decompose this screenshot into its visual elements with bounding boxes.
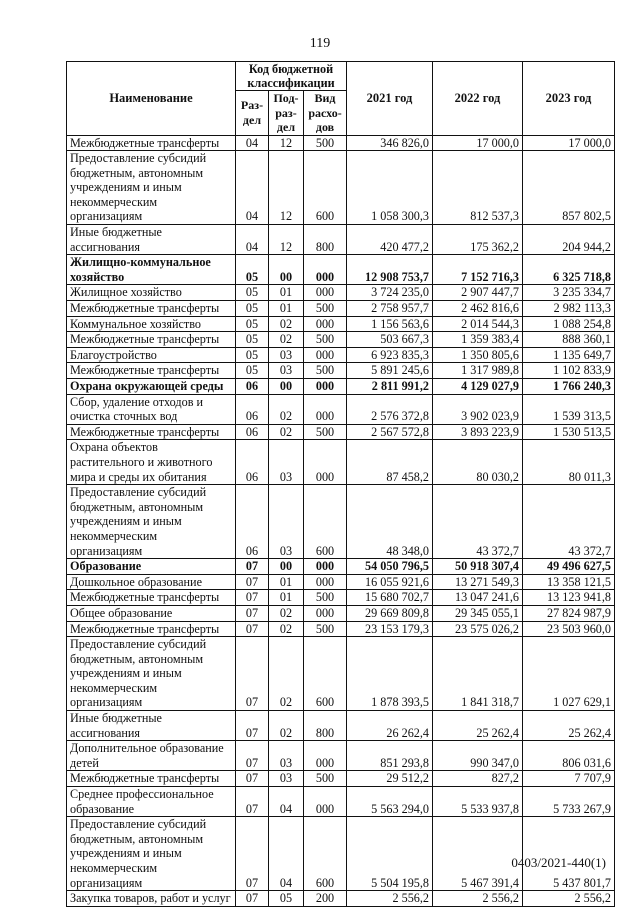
cell-2021: 29 669 809,8	[347, 605, 433, 621]
cell-name: Предоставление субсидий бюджетным, автономным учреждениям и иным некоммерческим организациям	[67, 151, 236, 225]
cell-2021: 48 348,0	[347, 485, 433, 559]
cell-2021: 2 576 372,8	[347, 394, 433, 424]
cell-razdel: 07	[236, 574, 269, 590]
cell-2021: 2 567 572,8	[347, 424, 433, 440]
table-row	[67, 332, 615, 348]
table-row	[67, 285, 615, 301]
cell-podrazdel: 02	[269, 394, 304, 424]
table-row	[67, 711, 615, 741]
table-row	[67, 379, 615, 395]
cell-2021: 15 680 702,7	[347, 590, 433, 606]
cell-name: Межбюджетные трансферты	[67, 135, 236, 151]
cell-2023: 2 556,2	[523, 891, 615, 907]
cell-2022: 13 271 549,3	[433, 574, 523, 590]
cell-razdel: 07	[236, 590, 269, 606]
cell-podrazdel: 01	[269, 301, 304, 317]
table-row	[67, 316, 615, 332]
cell-2022: 17 000,0	[433, 135, 523, 151]
cell-vid: 000	[304, 605, 347, 621]
cell-2022: 1 841 318,7	[433, 637, 523, 711]
header-2021: 2021 год	[347, 62, 433, 136]
header-razdel: Раз-дел	[236, 91, 269, 136]
cell-name: Сбор, удаление отходов и очистка сточных вод	[67, 394, 236, 424]
cell-2022: 50 918 307,4	[433, 559, 523, 575]
cell-2021: 26 262,4	[347, 711, 433, 741]
cell-vid: 000	[304, 255, 347, 285]
cell-podrazdel: 00	[269, 379, 304, 395]
cell-name: Коммунальное хозяйство	[67, 316, 236, 332]
cell-2023: 27 824 987,9	[523, 605, 615, 621]
cell-2022: 43 372,7	[433, 485, 523, 559]
table-row	[67, 347, 615, 363]
cell-2023: 1 539 313,5	[523, 394, 615, 424]
cell-podrazdel: 03	[269, 440, 304, 485]
cell-2023: 204 944,2	[523, 225, 615, 255]
cell-podrazdel: 01	[269, 285, 304, 301]
cell-2021: 16 055 921,6	[347, 574, 433, 590]
cell-vid: 800	[304, 225, 347, 255]
cell-name: Благоустройство	[67, 347, 236, 363]
budget-table	[66, 61, 615, 907]
cell-name: Среднее профессиональное образование	[67, 787, 236, 817]
cell-name: Охрана окружающей среды	[67, 379, 236, 395]
table-row	[67, 440, 615, 485]
cell-2023: 7 707,9	[523, 771, 615, 787]
cell-2023: 25 262,4	[523, 711, 615, 741]
table-row	[67, 741, 615, 771]
cell-2021: 1 156 563,6	[347, 316, 433, 332]
table-row	[67, 301, 615, 317]
table-row	[67, 151, 615, 225]
cell-2023: 49 496 627,5	[523, 559, 615, 575]
cell-2023: 17 000,0	[523, 135, 615, 151]
header-2023: 2023 год	[523, 62, 615, 136]
cell-2022: 2 556,2	[433, 891, 523, 907]
cell-razdel: 05	[236, 255, 269, 285]
cell-name: Дошкольное образование	[67, 574, 236, 590]
cell-2021: 5 891 245,6	[347, 363, 433, 379]
cell-vid: 600	[304, 817, 347, 891]
table-row	[67, 255, 615, 285]
cell-2021: 2 556,2	[347, 891, 433, 907]
cell-2022: 4 129 027,9	[433, 379, 523, 395]
cell-2022: 7 152 716,3	[433, 255, 523, 285]
cell-2022: 80 030,2	[433, 440, 523, 485]
cell-vid: 600	[304, 151, 347, 225]
document-code: 0403/2021-440(1)	[511, 855, 606, 870]
cell-razdel: 04	[236, 135, 269, 151]
cell-2021: 1 878 393,5	[347, 637, 433, 711]
cell-2023: 5 733 267,9	[523, 787, 615, 817]
cell-razdel: 07	[236, 787, 269, 817]
cell-name: Общее образование	[67, 605, 236, 621]
cell-name: Межбюджетные трансферты	[67, 301, 236, 317]
cell-2023: 3 235 334,7	[523, 285, 615, 301]
cell-name: Предоставление субсидий бюджетным, автономным учреждениям и иным некоммерческим организациям	[67, 637, 236, 711]
cell-podrazdel: 02	[269, 332, 304, 348]
cell-2023: 43 372,7	[523, 485, 615, 559]
table-row	[67, 771, 615, 787]
cell-2023: 13 358 121,5	[523, 574, 615, 590]
header-row-top	[67, 62, 615, 91]
cell-2021: 3 724 235,0	[347, 285, 433, 301]
cell-razdel: 06	[236, 485, 269, 559]
table-row	[67, 394, 615, 424]
cell-2021: 23 153 179,3	[347, 621, 433, 637]
cell-podrazdel: 12	[269, 225, 304, 255]
cell-2022: 13 047 241,6	[433, 590, 523, 606]
cell-podrazdel: 00	[269, 559, 304, 575]
header-code-group: Код бюджетной классификации	[236, 62, 347, 91]
cell-name: Межбюджетные трансферты	[67, 590, 236, 606]
cell-podrazdel: 02	[269, 424, 304, 440]
cell-2022: 2 014 544,3	[433, 316, 523, 332]
cell-vid: 500	[304, 771, 347, 787]
cell-vid: 000	[304, 347, 347, 363]
cell-name: Межбюджетные трансферты	[67, 424, 236, 440]
cell-podrazdel: 03	[269, 363, 304, 379]
cell-podrazdel: 05	[269, 891, 304, 907]
cell-razdel: 04	[236, 225, 269, 255]
cell-2022: 25 262,4	[433, 711, 523, 741]
header-2022: 2022 год	[433, 62, 523, 136]
cell-podrazdel: 02	[269, 316, 304, 332]
cell-podrazdel: 04	[269, 817, 304, 891]
cell-podrazdel: 02	[269, 711, 304, 741]
cell-2022: 3 893 223,9	[433, 424, 523, 440]
cell-2022: 23 575 026,2	[433, 621, 523, 637]
cell-name: Образование	[67, 559, 236, 575]
cell-podrazdel: 03	[269, 347, 304, 363]
cell-razdel: 07	[236, 891, 269, 907]
cell-vid: 000	[304, 316, 347, 332]
cell-2022: 29 345 055,1	[433, 605, 523, 621]
cell-vid: 500	[304, 363, 347, 379]
cell-2022: 5 533 937,8	[433, 787, 523, 817]
cell-2021: 851 293,8	[347, 741, 433, 771]
cell-name: Иные бюджетные ассигнования	[67, 225, 236, 255]
cell-2021: 420 477,2	[347, 225, 433, 255]
cell-vid: 200	[304, 891, 347, 907]
cell-2021: 5 563 294,0	[347, 787, 433, 817]
table-row	[67, 621, 615, 637]
cell-razdel: 07	[236, 817, 269, 891]
cell-razdel: 07	[236, 621, 269, 637]
table-row	[67, 787, 615, 817]
cell-2023: 1 766 240,3	[523, 379, 615, 395]
cell-podrazdel: 01	[269, 590, 304, 606]
cell-podrazdel: 03	[269, 771, 304, 787]
cell-2023: 1 088 254,8	[523, 316, 615, 332]
table-row	[67, 590, 615, 606]
page-number: 119	[309, 36, 331, 51]
cell-2023: 857 802,5	[523, 151, 615, 225]
cell-podrazdel: 02	[269, 637, 304, 711]
cell-2021: 87 458,2	[347, 440, 433, 485]
cell-2022: 175 362,2	[433, 225, 523, 255]
cell-vid: 600	[304, 637, 347, 711]
cell-vid: 000	[304, 285, 347, 301]
cell-vid: 500	[304, 135, 347, 151]
cell-razdel: 06	[236, 394, 269, 424]
table-row	[67, 637, 615, 711]
cell-2021: 2 758 957,7	[347, 301, 433, 317]
table-row	[67, 559, 615, 575]
header-vid: Вид расхо-дов	[304, 91, 347, 136]
cell-vid: 500	[304, 621, 347, 637]
cell-razdel: 05	[236, 285, 269, 301]
cell-2022: 827,2	[433, 771, 523, 787]
cell-podrazdel: 03	[269, 741, 304, 771]
cell-podrazdel: 12	[269, 151, 304, 225]
cell-podrazdel: 01	[269, 574, 304, 590]
cell-2021: 503 667,3	[347, 332, 433, 348]
cell-vid: 000	[304, 741, 347, 771]
cell-2021: 346 826,0	[347, 135, 433, 151]
table-row	[67, 605, 615, 621]
cell-vid: 500	[304, 424, 347, 440]
cell-razdel: 07	[236, 771, 269, 787]
cell-vid: 000	[304, 574, 347, 590]
cell-vid: 000	[304, 379, 347, 395]
cell-vid: 000	[304, 559, 347, 575]
cell-razdel: 05	[236, 301, 269, 317]
cell-name: Жилищное хозяйство	[67, 285, 236, 301]
cell-name: Предоставление субсидий бюджетным, автономным учреждениям и иным некоммерческим организациям	[67, 485, 236, 559]
cell-razdel: 05	[236, 363, 269, 379]
cell-2022: 2 462 816,6	[433, 301, 523, 317]
cell-razdel: 06	[236, 379, 269, 395]
cell-podrazdel: 12	[269, 135, 304, 151]
cell-name: Межбюджетные трансферты	[67, 363, 236, 379]
cell-vid: 500	[304, 332, 347, 348]
cell-2023: 1 102 833,9	[523, 363, 615, 379]
cell-2022: 5 467 391,4	[433, 817, 523, 891]
cell-podrazdel: 02	[269, 605, 304, 621]
cell-name: Межбюджетные трансферты	[67, 332, 236, 348]
cell-2023: 2 982 113,3	[523, 301, 615, 317]
cell-2023: 1 530 513,5	[523, 424, 615, 440]
cell-2023: 1 135 649,7	[523, 347, 615, 363]
cell-razdel: 07	[236, 741, 269, 771]
cell-2023: 1 027 629,1	[523, 637, 615, 711]
cell-2022: 3 902 023,9	[433, 394, 523, 424]
cell-2022: 1 359 383,4	[433, 332, 523, 348]
cell-2022: 990 347,0	[433, 741, 523, 771]
cell-razdel: 07	[236, 711, 269, 741]
table-row	[67, 485, 615, 559]
cell-2021: 29 512,2	[347, 771, 433, 787]
cell-name: Дополнительное образование детей	[67, 741, 236, 771]
cell-2022: 2 907 447,7	[433, 285, 523, 301]
cell-name: Межбюджетные трансферты	[67, 771, 236, 787]
cell-vid: 000	[304, 787, 347, 817]
cell-podrazdel: 02	[269, 621, 304, 637]
cell-razdel: 07	[236, 559, 269, 575]
table-row	[67, 363, 615, 379]
cell-2022: 1 317 989,8	[433, 363, 523, 379]
cell-2023: 5 437 801,7	[523, 817, 615, 891]
cell-razdel: 05	[236, 347, 269, 363]
cell-2021: 6 923 835,3	[347, 347, 433, 363]
cell-2021: 1 058 300,3	[347, 151, 433, 225]
header-podrazdel: Под-раз-дел	[269, 91, 304, 136]
cell-razdel: 05	[236, 332, 269, 348]
cell-2023: 13 123 941,8	[523, 590, 615, 606]
cell-2021: 2 811 991,2	[347, 379, 433, 395]
cell-2021: 12 908 753,7	[347, 255, 433, 285]
cell-vid: 000	[304, 394, 347, 424]
table-row	[67, 817, 615, 891]
cell-razdel: 06	[236, 440, 269, 485]
cell-podrazdel: 04	[269, 787, 304, 817]
cell-vid: 500	[304, 301, 347, 317]
table-row	[67, 891, 615, 907]
cell-2021: 54 050 796,5	[347, 559, 433, 575]
cell-vid: 800	[304, 711, 347, 741]
cell-podrazdel: 03	[269, 485, 304, 559]
cell-vid: 600	[304, 485, 347, 559]
cell-vid: 000	[304, 440, 347, 485]
cell-2023: 23 503 960,0	[523, 621, 615, 637]
cell-razdel: 05	[236, 316, 269, 332]
cell-razdel: 06	[236, 424, 269, 440]
cell-name: Предоставление субсидий бюджетным, автономным учреждениям и иным некоммерческим организациям	[67, 817, 236, 891]
table-row	[67, 424, 615, 440]
cell-razdel: 04	[236, 151, 269, 225]
cell-2023: 80 011,3	[523, 440, 615, 485]
table-row	[67, 225, 615, 255]
cell-2023: 888 360,1	[523, 332, 615, 348]
cell-razdel: 07	[236, 605, 269, 621]
table-body	[67, 135, 615, 906]
cell-name: Закупка товаров, работ и услуг	[67, 891, 236, 907]
cell-podrazdel: 00	[269, 255, 304, 285]
cell-name: Жилищно-коммунальное хозяйство	[67, 255, 236, 285]
cell-2022: 812 537,3	[433, 151, 523, 225]
cell-vid: 500	[304, 590, 347, 606]
header-name: Наименование	[67, 62, 236, 136]
cell-name: Межбюджетные трансферты	[67, 621, 236, 637]
table-row	[67, 135, 615, 151]
cell-name: Иные бюджетные ассигнования	[67, 711, 236, 741]
table-row	[67, 574, 615, 590]
cell-razdel: 07	[236, 637, 269, 711]
cell-name: Охрана объектов растительного и животного мира и среды их обитания	[67, 440, 236, 485]
cell-2023: 6 325 718,8	[523, 255, 615, 285]
cell-2021: 5 504 195,8	[347, 817, 433, 891]
cell-2023: 806 031,6	[523, 741, 615, 771]
cell-2022: 1 350 805,6	[433, 347, 523, 363]
